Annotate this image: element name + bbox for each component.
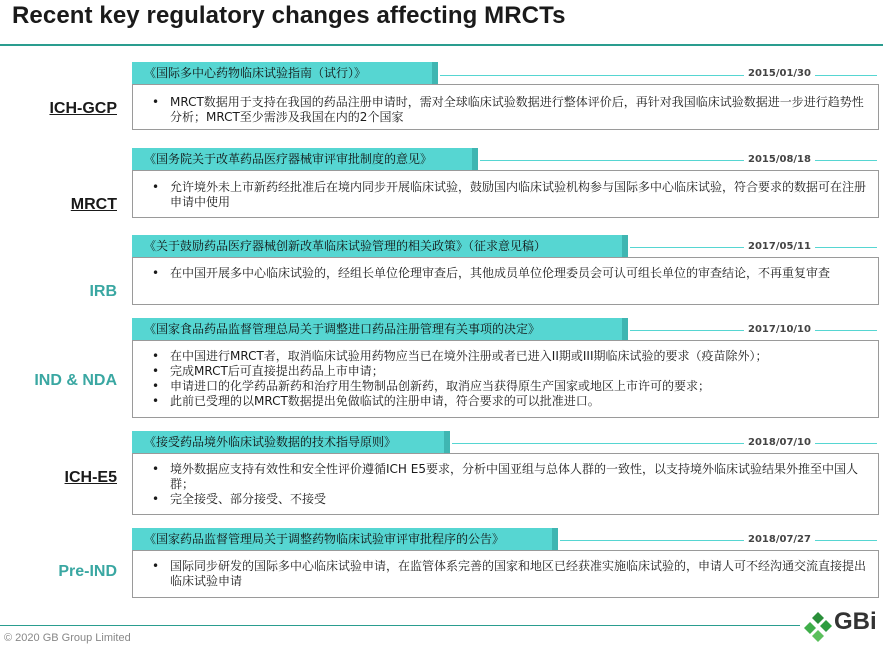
date-irb: 2017/05/11 — [744, 241, 815, 252]
policy-tag-irb: 《关于鼓励药品医疗器械创新改革临床试验管理的相关政策》（征求意见稿） — [132, 235, 622, 257]
row-label-ich-e5: ICH-E5 — [64, 469, 117, 486]
footer-divider — [0, 625, 800, 626]
policy-tag-ich-gcp: 《国际多中心药物临床试验指南（试行）》 — [132, 62, 432, 84]
row-label-irb: IRB — [89, 283, 117, 300]
logo-text: GBi — [834, 608, 877, 635]
copyright-text: © 2020 GB Group Limited — [4, 632, 131, 644]
bullet-item: • MRCT数据用于支持在我国的药品注册申请时，需对全球临床试验数据进行整体评价后，再针对我国临床试验数据进一步进行趋势性分析；MRCT至少需涉及我国在内的2个国家 — [142, 95, 870, 125]
bullet-list-ind-nda — [142, 349, 870, 409]
bullet-list-mrct — [142, 180, 870, 210]
bullet-item: • 在中国开展多中心临床试验的，经组长单位伦理审查后，其他成员单位伦理委员会可认可组长单位的审查结论，不再重复审查 — [142, 266, 870, 281]
bullet-item: • 在中国进行MRCT者，取消临床试验用药物应当已在境外注册或者已进入II期或III期临床试验的要求（疫苗除外）； — [142, 349, 870, 364]
item-box-irb — [132, 257, 879, 305]
title-divider — [0, 44, 883, 46]
policy-tag-mrct: 《国务院关于改革药品医疗器械审评审批制度的意见》 — [132, 148, 472, 170]
policy-tag-pre-ind: 《国家药品监督管理局关于调整药物临床试验审评审批程序的公告》 — [132, 528, 552, 550]
date-ich-e5: 2018/07/10 — [744, 437, 815, 448]
bullet-item: • 完全接受、部分接受、不接受 — [142, 492, 870, 507]
bullet-item: • 完成MRCT后可直接提出药品上市申请； — [142, 364, 870, 379]
row-label-mrct: MRCT — [70, 196, 117, 213]
bullet-item: • 申请进口的化学药品新药和治疗用生物制品创新药，取消应当获得原生产国家或地区上市许可的要求； — [142, 379, 870, 394]
bullet-item: • 境外数据应支持有效性和安全性评价遵循ICH E5要求，分析中国亚组与总体人群的一致性，以支持境外临床试验结果外推至中国人群； — [142, 462, 870, 492]
row-label-ich-gcp: ICH-GCP — [49, 100, 117, 117]
page-title: Recent key regulatory changes affecting MRCTs — [12, 2, 566, 29]
date-ind-nda: 2017/10/10 — [744, 324, 815, 335]
bullet-list-pre-ind — [142, 559, 870, 589]
bullet-item: • 此前已受理的以MRCT数据提出免做临试的注册申请，符合要求的可以批准进口。 — [142, 394, 870, 409]
policy-tag-ich-e5: 《接受药品境外临床试验数据的技术指导原则》 — [132, 431, 444, 453]
date-line — [480, 160, 877, 161]
row-label-pre-ind: Pre-IND — [58, 563, 117, 580]
date-mrct: 2015/08/18 — [744, 154, 815, 165]
date-ich-gcp: 2015/01/30 — [744, 68, 815, 79]
row-label-ind-nda: IND & NDA — [34, 372, 117, 389]
bullet-list-ich-gcp — [142, 95, 870, 125]
bullet-list-irb — [142, 266, 870, 281]
policy-tag-ind-nda: 《国家食品药品监督管理总局关于调整进口药品注册管理有关事项的决定》 — [132, 318, 622, 340]
date-pre-ind: 2018/07/27 — [744, 534, 815, 545]
bullet-item: • 允许境外未上市新药经批准后在境内同步开展临床试验，鼓励国内临床试验机构参与国际多中心临床试验，符合要求的数据可在注册申请中使用 — [142, 180, 870, 210]
bullet-list-ich-e5 — [142, 462, 870, 507]
bullet-item: • 国际同步研发的国际多中心临床试验申请，在监管体系完善的国家和地区已经获准实施临床试验的，申请人可不经沟通交流直接提出临床试验申请 — [142, 559, 870, 589]
date-line — [560, 540, 877, 541]
